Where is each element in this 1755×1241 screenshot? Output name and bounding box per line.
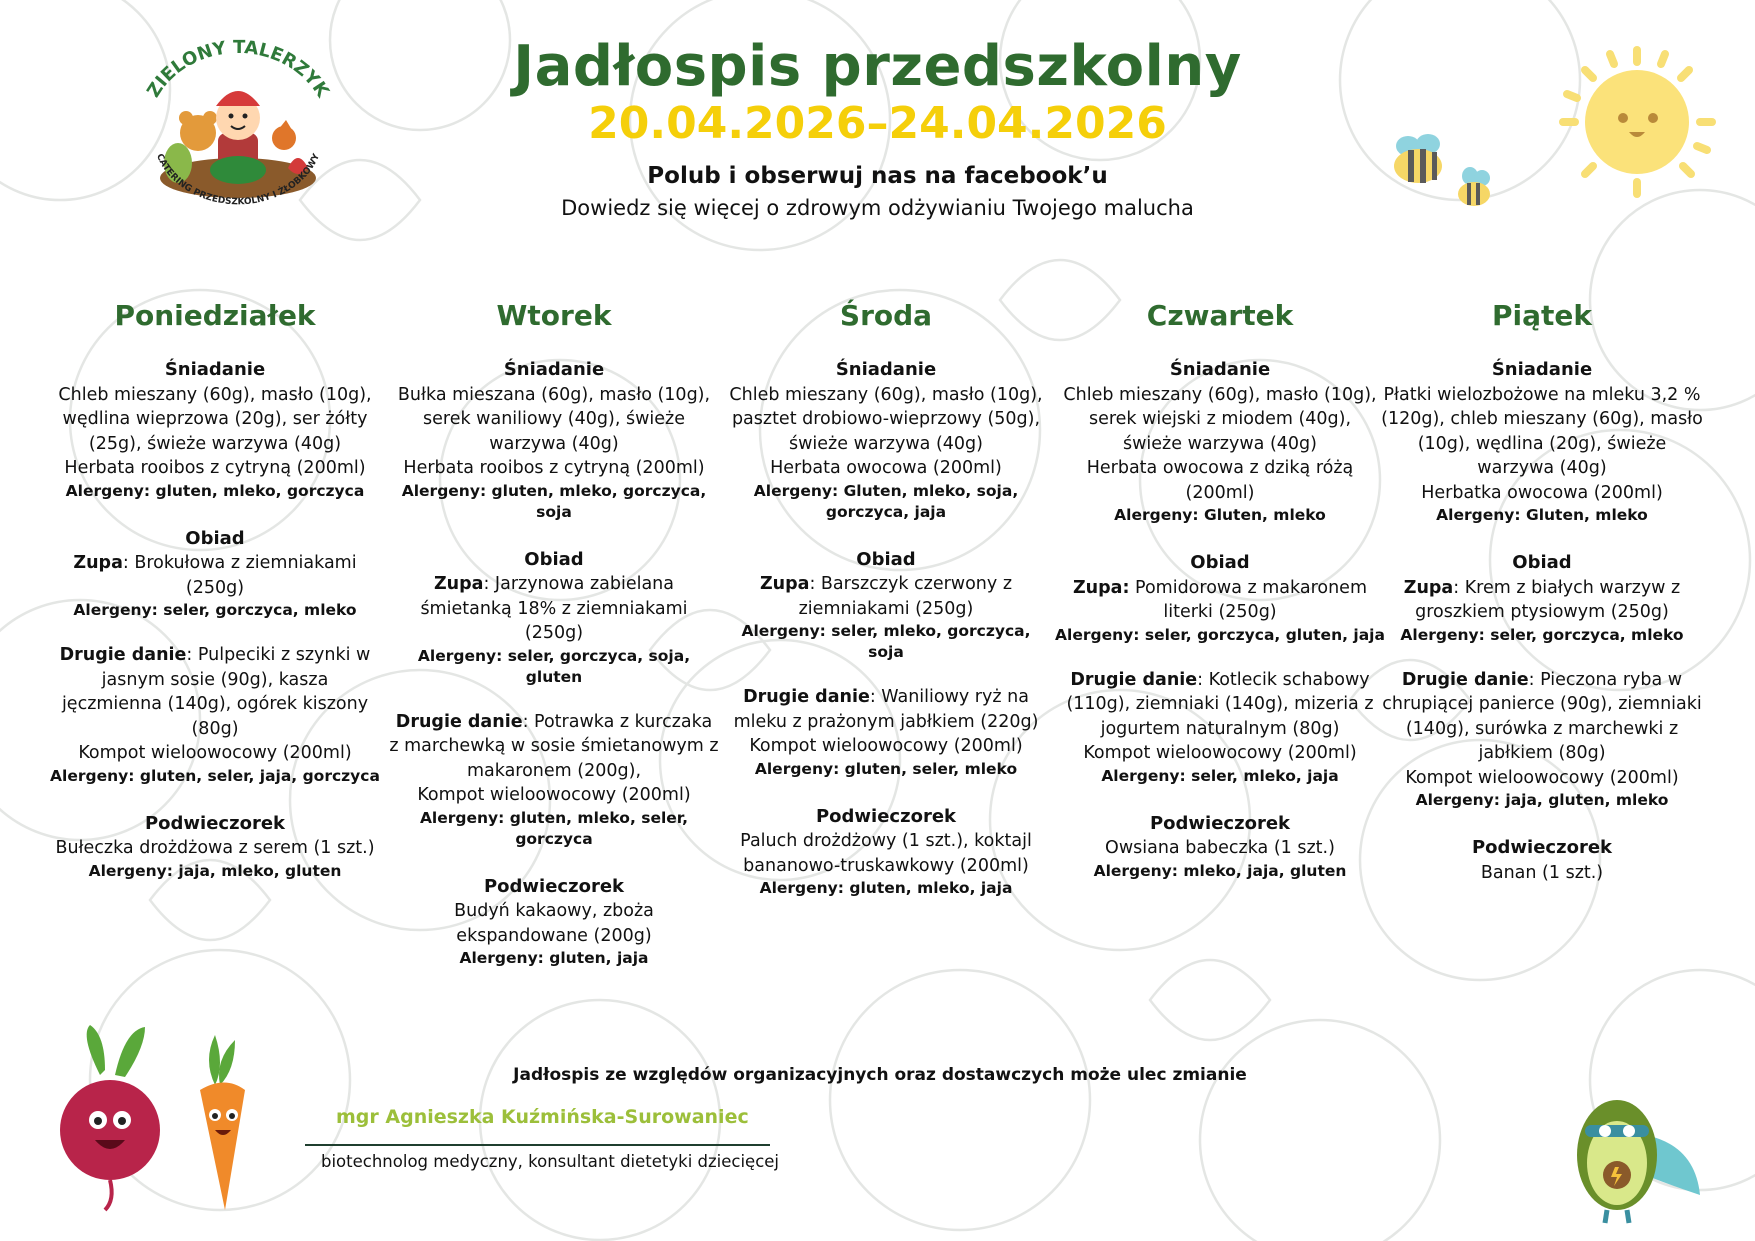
bees-illustration	[1390, 128, 1500, 213]
drink: Kompot wieloowocowy (200ml)	[78, 743, 352, 763]
meal-item: Herbata rooibos z cytryną (200ml)	[403, 458, 705, 478]
meal-title: Obiad	[856, 548, 916, 570]
main-course-label: Drugie danie	[59, 645, 187, 665]
day-column	[1377, 296, 1707, 910]
change-notice: Jadłospis ze względów organizacyjnych oraz dostawczych może ulec zmianie	[513, 1065, 1247, 1085]
meal-item: Owsiana babeczka (1 szt.)	[1105, 838, 1335, 858]
main-course-text: : Pieczona ryba w chrupiącej panierce (90g), ziemniaki (140g), surówka z marchewki z jabłkiem (80g)	[1382, 669, 1702, 763]
main-course	[721, 685, 1051, 780]
meal-title: Śniadanie	[1491, 359, 1593, 380]
meal-item: Herbata rooibos z cytryną (200ml)	[64, 458, 366, 478]
soup-label: Zupa	[433, 574, 484, 594]
facebook-cta: Polub i obserwuj nas na facebook’u	[647, 163, 1108, 189]
day-heading: Środa	[839, 299, 933, 332]
meal-title: Podwieczorek	[815, 805, 957, 827]
page-title: Jadłospis przedszkolny	[513, 34, 1242, 99]
meal-item: Chleb mieszany (60g), masło (10g), serek wiejski z miodem (40g),	[1063, 384, 1377, 429]
meal-title: Śniadanie	[503, 359, 605, 380]
meal-title: Śniadanie	[835, 359, 937, 380]
meal-title: Obiad	[185, 527, 245, 549]
signature-name: mgr Agnieszka Kuźmińska-Surowaniec	[336, 1106, 749, 1128]
meal-item: Bułeczka drożdżowa z serem (1 szt.)	[55, 838, 375, 858]
main-course-text: : Potrawka z kurczaka z marchewką w sosie śmietanowym z makaronem (200g),	[389, 711, 719, 781]
drink: Kompot wieloowocowy (200ml)	[417, 785, 691, 805]
soup	[721, 572, 1051, 663]
allergens: Alergeny: jaja, mleko, gluten	[88, 861, 342, 880]
meal-snack	[50, 812, 380, 882]
drink: Kompot wieloowocowy (200ml)	[1405, 767, 1679, 788]
meal-item: Chleb mieszany (60g), masło (10g), wędlina wieprzowa (20g), ser żółty (25g), świeże warzywa (40g)	[58, 384, 372, 454]
sun-illustration	[1555, 42, 1720, 202]
allergens: Alergeny: gluten, seler, mleko	[754, 759, 1018, 778]
meal-item: Bułka mieszana (60g), masło (10g), serek waniliowy (40g), świeże warzywa (40g)	[397, 384, 711, 454]
main-course-text: : Kotlecik schabowy (110g), ziemniaki (140g), mizeria z jogurtem naturalnym (80g)	[1066, 669, 1374, 739]
meal-snack	[721, 805, 1051, 900]
signature-divider	[305, 1144, 770, 1146]
allergens: Alergeny: gluten, mleko, gorczyca	[65, 481, 365, 500]
soup-text: : Jarzynowa zabielana śmietanką 18% z ziemniakami (250g)	[420, 574, 688, 643]
meal-breakfast	[1377, 358, 1707, 526]
day-column	[389, 296, 719, 994]
allergens: Alergeny: seler, mleko, jaja	[1101, 766, 1339, 785]
soup	[389, 572, 719, 688]
logo-subtitle-text: CATERING PRZEDSZKOLNY I ŻŁOBKOWY	[154, 152, 322, 208]
meal-item: Banan (1 szt.)	[1480, 862, 1604, 883]
allergens: Alergeny: Gluten, mleko	[1114, 506, 1326, 524]
meal-title: Śniadanie	[1169, 359, 1271, 380]
allergens: Alergeny: gluten, mleko, jaja	[759, 879, 1013, 897]
day-heading: Poniedziałek	[114, 299, 316, 332]
meal-title: Obiad	[1512, 552, 1572, 573]
allergens: Alergeny: mleko, jaja, gluten	[1093, 861, 1347, 880]
meal-item: Herbatka owocowa (200ml)	[1421, 482, 1663, 503]
meal-item: Herbata owocowa (200ml)	[770, 458, 1002, 478]
meal-breakfast	[1055, 358, 1385, 526]
meal-title: Podwieczorek	[1149, 812, 1291, 834]
meal-snack	[1055, 812, 1385, 882]
meal-lunch	[1055, 551, 1385, 787]
drink: Kompot wieloowocowy (200ml)	[1083, 743, 1357, 763]
meal-item: Herbata owocowa z dziką różą (200ml)	[1086, 458, 1354, 503]
allergens: Alergeny: jaja, gluten, mleko	[1415, 791, 1669, 809]
soup-text: : Brokułowa z ziemniakami (250g)	[122, 553, 357, 598]
meal-title: Obiad	[524, 548, 584, 570]
meal-snack	[1377, 836, 1707, 885]
day-heading: Piątek	[1491, 299, 1592, 332]
date-range: 20.04.2026–24.04.2026	[588, 98, 1167, 149]
soup-label: Zupa	[759, 574, 810, 594]
meal-item: Paluch drożdżowy (1 szt.), koktajl bananowo-truskawkowy (200ml)	[740, 831, 1032, 876]
beet-and-carrot-illustration	[40, 1015, 300, 1225]
main-course-text: : Waniliowy ryż na mleku z prażonym jabłkiem (220g)	[733, 687, 1039, 732]
avocado-hero-illustration	[1555, 1075, 1705, 1225]
soup-label: Zupa	[73, 553, 123, 573]
meal-lunch	[389, 548, 719, 850]
meal-breakfast	[50, 358, 380, 502]
soup-text: Pomidorowa z makaronem literki (250g)	[1129, 577, 1368, 622]
allergens: Alergeny: seler, gorczyca, mleko	[1400, 625, 1684, 644]
meal-item: Płatki wielozbożowe na mleku 3,2 % (120g), chleb mieszany (60g), masło (10g), wędlina (20g), świeże warzywa (40g)	[1381, 384, 1703, 478]
meal-breakfast	[721, 358, 1051, 523]
meal-item: świeże warzywa (40g)	[1123, 433, 1317, 454]
meal-breakfast	[389, 358, 719, 523]
soup-label: Zupa:	[1072, 577, 1130, 598]
soup-text: : Barszczyk czerwony z ziemniakami (250g)	[798, 574, 1013, 619]
meal-snack	[389, 875, 719, 970]
meal-title: Podwieczorek	[483, 875, 625, 897]
allergens: Alergeny: seler, gorczyca, mleko	[73, 601, 357, 619]
meal-item: Chleb mieszany (60g), masło (10g), pasztet drobiowo-wieprzowy (50g), świeże warzywa (40g)	[729, 384, 1043, 454]
soup	[50, 551, 380, 621]
meal-item: Budyń kakaowy, zboża ekspandowane (200g)	[454, 901, 654, 946]
meal-lunch	[1377, 551, 1707, 811]
meal-lunch	[721, 548, 1051, 780]
main-course-label: Drugie danie	[1401, 669, 1529, 690]
meal-title: Śniadanie	[164, 359, 266, 380]
soup	[1377, 576, 1707, 646]
allergens: Alergeny: seler, mleko, gorczyca, soja	[741, 622, 1031, 661]
allergens: Alergeny: gluten, seler, jaja, gorczyca	[50, 766, 380, 785]
soup-text: : Krem z białych warzyw z groszkiem ptysiowym (250g)	[1415, 577, 1681, 622]
tagline: Dowiedz się więcej o zdrowym odżywianiu Twojego malucha	[561, 196, 1194, 220]
day-column	[50, 296, 380, 907]
drink: Kompot wieloowocowy (200ml)	[749, 736, 1023, 756]
main-course-label: Drugie danie	[1070, 669, 1198, 690]
main-course	[50, 643, 380, 787]
allergens: Alergeny: seler, gorczyca, soja, gluten	[417, 646, 691, 686]
main-course	[1055, 668, 1385, 787]
meal-title: Podwieczorek	[1471, 837, 1613, 858]
meal-title: Obiad	[1190, 552, 1250, 573]
soup-label: Zupa	[1403, 577, 1454, 598]
allergens: Alergeny: Gluten, mleko	[1436, 506, 1648, 524]
day-column	[1055, 296, 1385, 907]
meal-title: Podwieczorek	[144, 812, 286, 834]
main-course-label: Drugie danie	[743, 687, 870, 707]
allergens: Alergeny: seler, gorczyca, gluten, jaja	[1055, 625, 1385, 644]
allergens: Alergeny: gluten, mleko, gorczyca, soja	[401, 481, 707, 521]
day-heading: Czwartek	[1146, 299, 1294, 332]
allergens: Alergeny: gluten, jaja	[459, 949, 649, 967]
allergens: Alergeny: Gluten, mleko, soja, gorczyca, jaja	[753, 481, 1019, 521]
day-column	[721, 296, 1051, 924]
main-course	[1377, 668, 1707, 812]
day-heading: Wtorek	[496, 299, 612, 332]
main-course-label: Drugie danie	[395, 711, 523, 732]
main-course-text: : Pulpeciki z szynki w jasnym sosie (90g), kasza jęczmienna (140g), ogórek kiszony (80g)	[61, 645, 371, 739]
logo-brand-text: ZIELONY TALERZYK	[143, 38, 333, 102]
signature-role: biotechnolog medyczny, konsultant dietetyki dziecięcej	[321, 1152, 780, 1171]
meal-lunch	[50, 527, 380, 787]
allergens: Alergeny: gluten, mleko, seler, gorczyca	[419, 808, 689, 848]
soup	[1055, 576, 1385, 646]
main-course	[389, 710, 719, 850]
